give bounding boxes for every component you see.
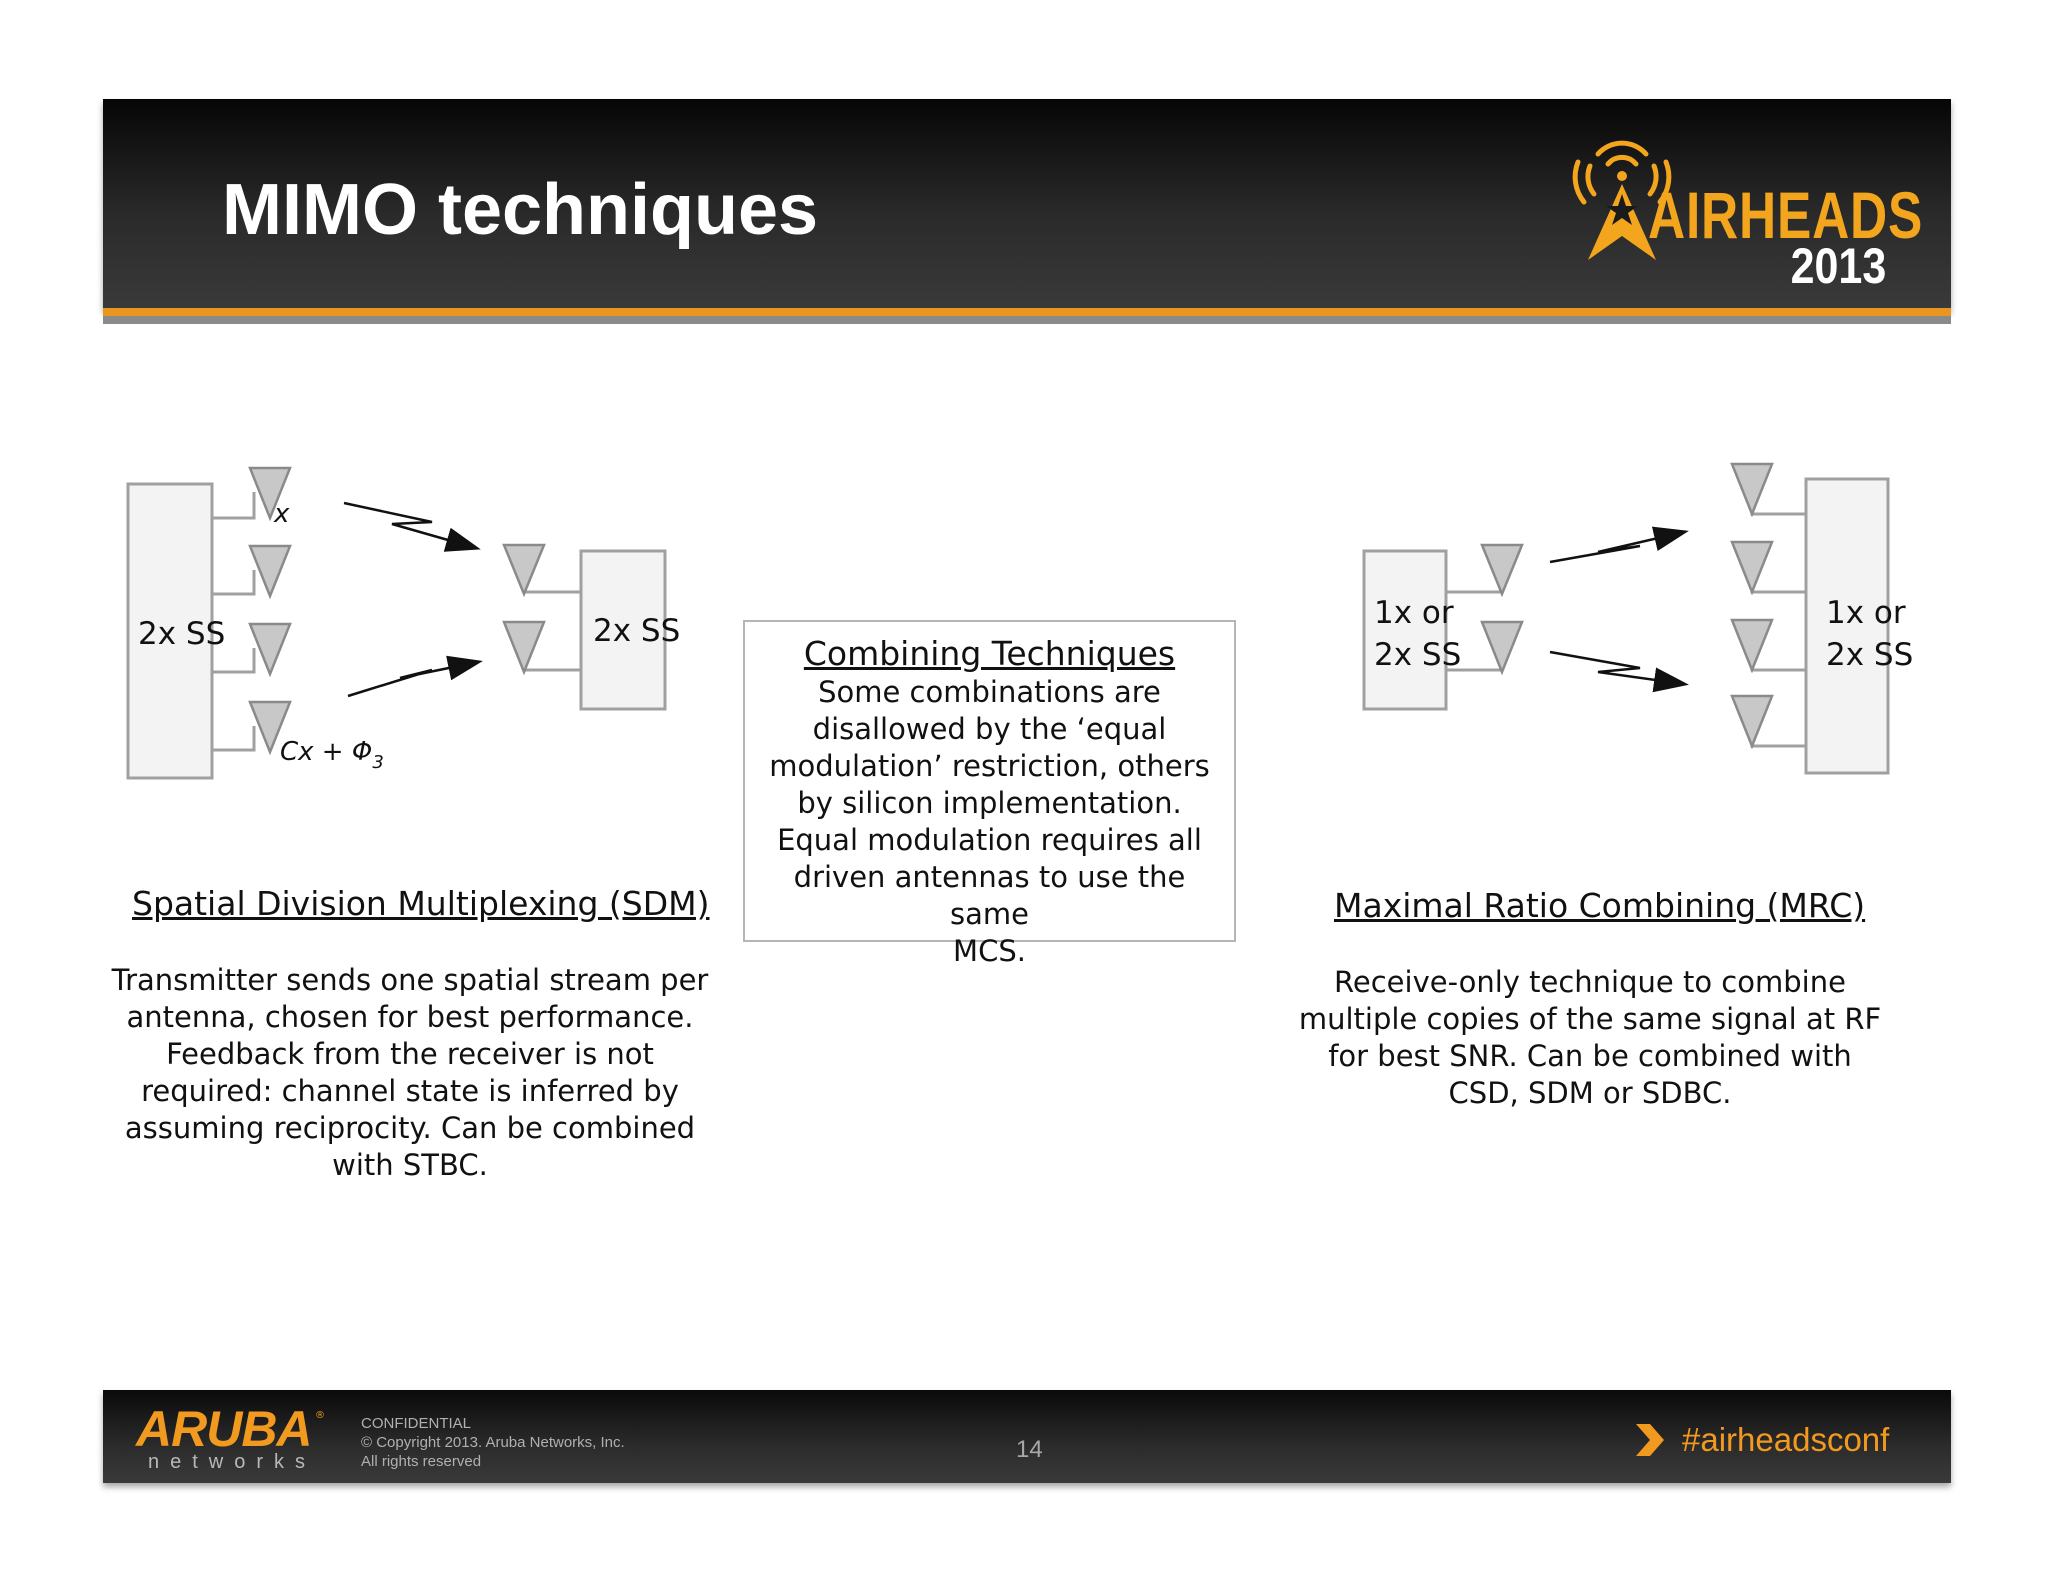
mrc-right-antenna-1-icon xyxy=(1732,464,1772,514)
logo-year: 2013 xyxy=(1790,238,1886,294)
sdm-line: required: channel state is inferred by xyxy=(141,1074,679,1108)
mrc-line: Receive-only technique to combine xyxy=(1334,965,1846,999)
mrc-right-antenna-4-icon xyxy=(1732,696,1772,746)
sdm-transmitter-label: 2x SS xyxy=(138,616,226,652)
mrc-left-antenna-1-icon xyxy=(1482,545,1522,594)
combining-line: Equal modulation requires all xyxy=(777,823,1202,857)
legal-line: CONFIDENTIAL xyxy=(361,1415,472,1432)
sdm-heading: Spatial Division Multiplexing (SDM) xyxy=(132,884,710,923)
sdm-antenna-label-x: x xyxy=(274,499,290,529)
sdm-line: Feedback from the receiver is not xyxy=(166,1037,654,1071)
sdm-rx-antenna-1-icon xyxy=(504,545,544,594)
logo-text: AIRHEADS xyxy=(1648,178,1924,252)
aruba-networks-text: networks xyxy=(148,1451,317,1473)
sdm-signal-arrow-2-icon xyxy=(348,662,478,696)
mrc-line: CSD, SDM or SDBC. xyxy=(1448,1076,1732,1110)
sdm-diagram xyxy=(128,468,680,778)
legal-line: All rights reserved xyxy=(361,1453,482,1470)
mrc-line: for best SNR. Can be combined with xyxy=(1328,1039,1852,1073)
slide-title: MIMO techniques xyxy=(222,170,819,250)
sdm-description xyxy=(110,962,710,1184)
mrc-left-box-line1: 1x or xyxy=(1374,595,1454,631)
page-number: 14 xyxy=(1016,1436,1043,1463)
mrc-right-antenna-2-icon xyxy=(1732,542,1772,592)
sdm-line: Transmitter sends one spatial stream per xyxy=(111,963,709,997)
combining-techniques-box xyxy=(743,620,1236,968)
legal-notice xyxy=(361,1414,625,1471)
hashtag: #airheadsconf xyxy=(1682,1421,1890,1458)
mrc-right-antenna-3-icon xyxy=(1732,620,1772,670)
sdm-line: assuming reciprocity. Can be combined xyxy=(124,1111,696,1145)
mrc-right-box-line1: 1x or xyxy=(1826,595,1906,631)
chevron-right-icon xyxy=(1634,1422,1666,1458)
mrc-right-box-line2: 2x SS xyxy=(1826,637,1914,673)
mrc-signal-arrow-2-icon xyxy=(1550,652,1684,684)
combining-heading: Combining Techniques xyxy=(803,634,1176,673)
sdm-signal-arrow-1-icon xyxy=(344,503,476,548)
sdm-line: with STBC. xyxy=(332,1148,488,1182)
mrc-diagram xyxy=(1364,464,1913,773)
mrc-signal-arrow-1-icon xyxy=(1550,532,1684,562)
registered-mark-icon: ® xyxy=(315,1410,325,1421)
mrc-left-antenna-2-icon xyxy=(1482,622,1522,672)
legal-line: © Copyright 2013. Aruba Networks, Inc. xyxy=(361,1434,625,1451)
aruba-logo: ARUBA xyxy=(136,1401,312,1457)
sdm-receiver-label: 2x SS xyxy=(593,613,681,649)
combining-line: Some combinations are xyxy=(818,675,1161,709)
combining-line: driven antennas to use the same xyxy=(793,860,1186,931)
sdm-tx-antenna-3-icon xyxy=(250,624,290,674)
sdm-tx-antenna-2-icon xyxy=(250,546,290,596)
combining-line: modulation’ restriction, others xyxy=(769,749,1210,783)
sdm-antenna-label-shift: $Cx + \Phi_3$ xyxy=(280,737,384,773)
mrc-line: multiple copies of the same signal at RF xyxy=(1298,1002,1882,1036)
mrc-left-box-line2: 2x SS xyxy=(1374,637,1462,673)
combining-line: disallowed by the ‘equal xyxy=(812,712,1167,746)
combining-line: MCS. xyxy=(953,934,1026,968)
sdm-line: antenna, chosen for best performance. xyxy=(126,1000,694,1034)
sdm-rx-antenna-2-icon xyxy=(504,622,544,672)
mrc-heading: Maximal Ratio Combining (MRC) xyxy=(1334,886,1866,925)
combining-line: by silicon implementation. xyxy=(797,786,1182,820)
mrc-description xyxy=(1290,964,1890,1112)
